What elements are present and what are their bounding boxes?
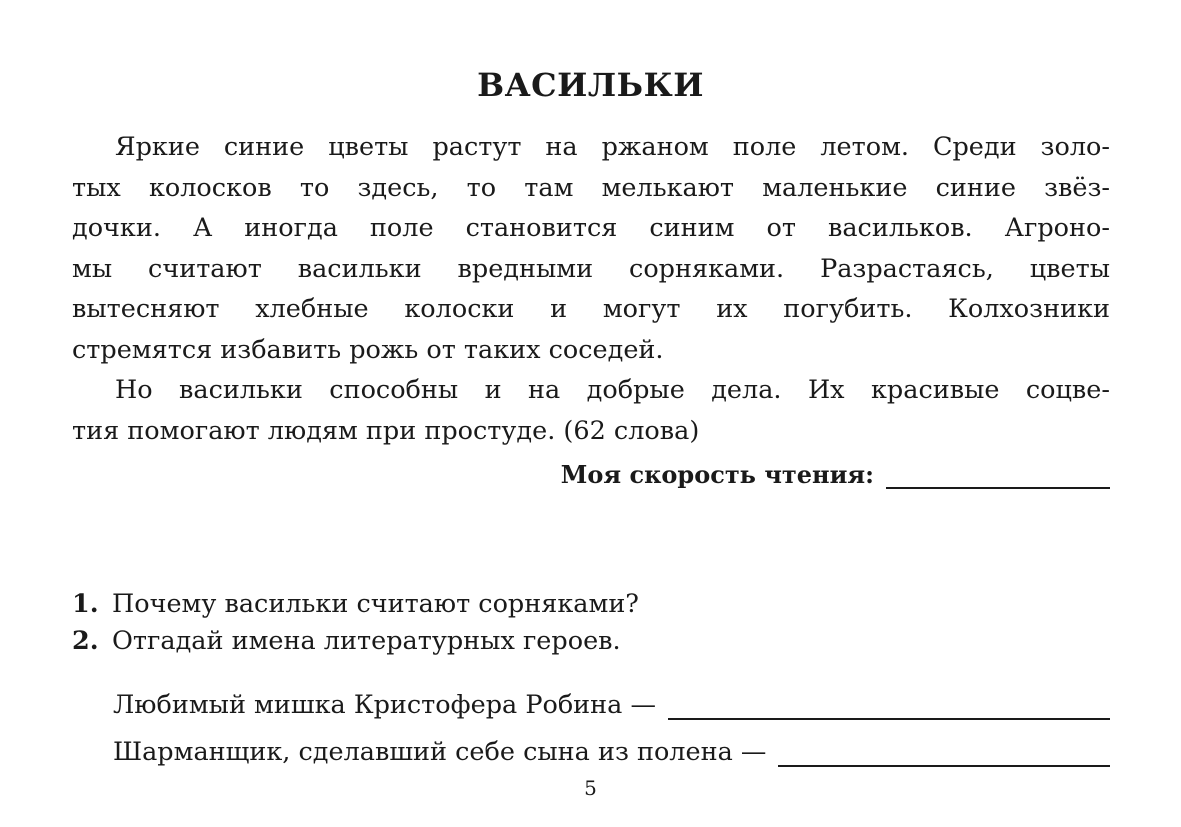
answer-row [113, 720, 1110, 767]
question-number: 2. [72, 626, 99, 656]
text-line: стремятся избавить рожь от таких соседей. [72, 334, 664, 365]
paragraph-2 [72, 370, 1110, 451]
paragraph-1 [72, 127, 1110, 371]
question-item [72, 623, 1110, 660]
answers-list [113, 673, 1110, 767]
question-text: Отгадай имена литературных героев. [112, 626, 621, 656]
answer-row [113, 673, 1110, 720]
question-item [72, 586, 1110, 623]
answer-blank[interactable] [668, 698, 1110, 720]
answer-prompt: Шарманщик, сделавший себе сына из полена — [113, 737, 767, 767]
question-number: 1. [72, 589, 99, 619]
text-line: дочки. А иногда поле становится синим от васильков. Агроно- [72, 213, 1110, 244]
page-title: ВАСИЛЬКИ [477, 66, 704, 104]
page-number: 5 [584, 776, 597, 800]
text-line: тия помогают людям при простуде. (62 слова) [72, 415, 700, 446]
reading-speed-label: Моя скорость чтения: [560, 460, 874, 489]
text-line: мы считают васильки вредными сорняками. Разрастаясь, цветы [72, 253, 1110, 284]
question-text: Почему васильки считают сорняками? [112, 589, 639, 619]
answer-blank[interactable] [778, 745, 1110, 767]
text-line: вытесняют хлебные колоски и могут их погубить. Колхозники [72, 294, 1110, 325]
questions-list [72, 586, 1110, 660]
text-line: Но васильки способны и на добрые дела. Их красивые соцве- [115, 375, 1110, 405]
text-line: тых колосков то здесь, то там мелькают маленькие синие звёз- [72, 172, 1110, 203]
reading-speed-row [561, 460, 1110, 489]
answer-prompt: Любимый мишка Кристофера Робина — [113, 690, 656, 720]
reading-speed-blank[interactable] [886, 463, 1110, 489]
text-line: Яркие синие цветы растут на ржаном поле летом. Среди золо- [115, 132, 1110, 162]
